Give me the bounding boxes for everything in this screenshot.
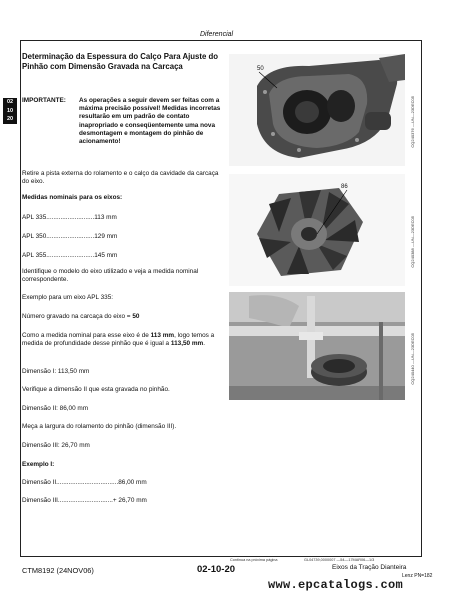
fig1-callout: 50 [257,66,264,72]
dimension-3: Dimensão III: 26,70 mm [22,442,90,449]
nominal-heading: Medidas nominais para os eixos: [22,194,123,201]
dimension-1: Dimensão I: 113,50 mm [22,368,90,375]
pinion-gear-photo [229,174,405,286]
frame-right [421,40,422,556]
section-title: Determinação da Espessura do Calço Para Ajuste do Pinhão com Dimensão Gravada na Carcaça [22,52,218,71]
apl-335-line: APL 335...........................113 mm [22,214,117,221]
footer-document-code: CTM8192 (24NOV06) [22,566,94,575]
header-rule [20,40,422,41]
fig1-caption: CQ240376 —UN—23DEC05 [410,96,415,148]
watermark: www.epcatalogs.com [268,578,404,592]
example-dim2: Dimensão II...................................86,00 mm [22,479,147,486]
reference-code: GL04739,0000007 —54—17MAR06—1/3 [304,558,375,562]
fig2-caption: CQ240388 —UN—23DEC05 [410,216,415,268]
example-heading: Exemplo I: [22,461,55,468]
apl-355-line: APL 355...........................145 mm [22,252,118,259]
footer-page-number: 02-10-20 [197,564,236,575]
para-engraved-number: Número gravado na carcaça do eixo = 50 [22,313,140,320]
tab-line-3: 20 [6,116,14,122]
para-check-dim2: Verifique a dimensão II que esta gravada no pinhão. [22,386,170,393]
section-tab [3,98,17,124]
axle-housing-photo [229,54,405,166]
footer-title: Eixos da Tração Dianteira [332,564,407,571]
footer-rule [20,556,422,557]
figure-axle-housing [229,54,405,166]
para-nominal-calc: Como a medida nominal para esse eixo é de 113 mm, logo temos a medida de profundidade desse pinhão que é igual a 113,50 mm. [22,332,215,348]
page-header-title: Diferencial [200,31,234,38]
example-dim3: Dimensão III...............................+ 26,70 mm [22,497,147,504]
caliper-measure-photo [229,292,405,400]
para-measure-bearing: Meça a largura do rolamento do pinhão (dimensão III). [22,423,177,430]
fig2-callout: 86 [341,184,348,190]
footer-subtext: Lenz PN=182 [402,573,433,579]
frame-left [20,40,21,556]
para-remove-race: Retire a pista externa do rolamento e o calço da cavidade da carcaça do eixo. [22,170,219,186]
figure-caliper-measure [229,292,405,400]
important-label: IMPORTANTE: [22,97,66,104]
continued-note: Continua na próxima página [230,558,278,562]
apl-350-line: APL 350...........................129 mm [22,233,118,240]
important-text: As operações a seguir devem ser feitas com a máxima precisão possível! Medidas incorretas resultarão em um padrão de contato inapropriado e conseqüentemente uma nova desmontagem e montagem do pinhão de acionamento! [79,97,221,146]
tab-line-1: 02 [6,99,14,105]
para-example-apl: Exemplo para um eixo APL 335: [22,294,114,301]
figure-pinion-gear [229,174,405,286]
dimension-2: Dimensão II: 86,00 mm [22,405,89,412]
para-identify-model: Identifique o modelo do eixo utilizado e veja a medida nominal correspondente. [22,268,199,284]
fig3-caption: CQ240440 —UN—23DEC05 [410,333,415,385]
tab-line-2: 10 [6,107,14,114]
